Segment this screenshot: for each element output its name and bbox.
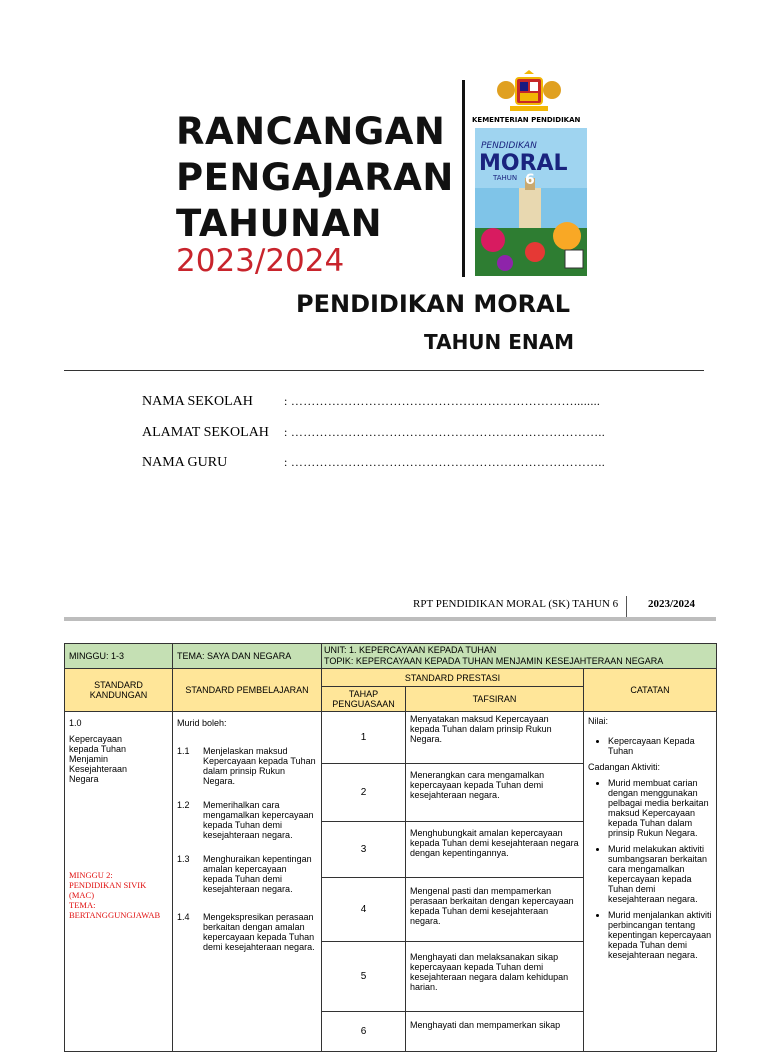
- cover-rule: [64, 370, 704, 371]
- sp-item-number: 1.1: [177, 746, 190, 756]
- info-value: : …………………………………………………………………..: [284, 425, 606, 439]
- info-alamat-sekolah: [142, 425, 605, 441]
- sp-intro: Murid boleh:: [177, 718, 227, 728]
- sp-item: [177, 800, 317, 840]
- catatan-nilai-list: [588, 736, 712, 756]
- cover-year: 2023/2024: [176, 243, 345, 279]
- list-item: • Murid membuat carian dengan menggunakan pelbagai media berkaitan maksud Kepercayaan kepada Tuhan dalam prinsip Rukun Negara.: [608, 778, 712, 838]
- info-value: : …………………………………………………………………..: [284, 455, 606, 469]
- list-item: • Murid melakukan aktiviti sumbangsaran berkaitan cara mengamalkan kepercayaan kepada Tuhan demi kesejahteraan negara.: [608, 844, 712, 904]
- header-tafsiran: TAFSIRAN: [406, 687, 584, 712]
- sp-item-number: 1.2: [177, 800, 190, 810]
- list-item: • Kepercayaan Kepada Tuhan: [608, 736, 712, 756]
- sk-cell: [65, 712, 173, 1052]
- sp-item-number: 1.3: [177, 854, 190, 864]
- unit-label: UNIT: 1. KEPERCAYAAN KEPADA TUHAN: [324, 645, 497, 655]
- cover-title-line-2: PENGAJARAN: [176, 156, 454, 199]
- header-standard-pembelajaran: STANDARD PEMBELAJARAN: [173, 669, 322, 712]
- sk-note-line: MINGGU 2:: [69, 870, 113, 880]
- ministry-label: KEMENTERIAN PENDIDIKAN: [472, 116, 581, 124]
- svg-text:TAHUN: TAHUN: [493, 174, 518, 182]
- catatan-aktiviti-list: [588, 778, 712, 960]
- catatan-nilai-label: Nilai:: [588, 716, 609, 726]
- table-meta-row: [65, 644, 717, 669]
- sk-note-line: PENDIDIKAN SIVIK (MAC): [69, 880, 147, 900]
- catatan-aktiviti-label: Cadangan Aktiviti:: [588, 762, 661, 772]
- cover-title-line-3: TAHUNAN: [176, 202, 383, 245]
- page-header-rule: [64, 617, 716, 621]
- tp-level-6: 6: [322, 1012, 406, 1052]
- tp-level-4: 4: [322, 878, 406, 942]
- sp-cell: [173, 712, 322, 1052]
- sk-note: [69, 870, 168, 920]
- info-label: ALAMAT SEKOLAH: [142, 425, 269, 440]
- rpt-table: [64, 643, 717, 1052]
- textbook-cover-image: [475, 128, 587, 276]
- info-value: : ……………………………………………………………........: [284, 394, 601, 408]
- svg-text:MORAL: MORAL: [479, 151, 568, 176]
- tafsiran-4: Mengenal pasti dan mempamerkan perasaan berkaitan dengan kepercayaan kepada Tuhan demi kesejahteraan negara.: [406, 878, 584, 942]
- sp-item: [177, 746, 317, 786]
- tafsiran-2: Menerangkan cara mengamalkan kepercayaan kepada Tuhan demi kesejahteraan negara.: [406, 764, 584, 822]
- tafsiran-3: Menghubungkait amalan kepercayaan kepada Tuhan demi kesejahteraan negara dengan kepentingannya.: [406, 822, 584, 878]
- header-standard-kandungan: STANDARD KANDUNGAN: [65, 669, 173, 712]
- page-header-title: RPT PENDIDIKAN MORAL (SK) TAHUN 6: [413, 598, 619, 610]
- header-tahap-penguasaan: TAHAP PENGUASAAN: [322, 687, 406, 712]
- cover-title-line-1: RANCANGAN: [176, 110, 446, 153]
- sp-item-text: Memerihalkan cara mengamalkan kepercayaan kepada Tuhan demi kesejahteraan negara.: [203, 800, 314, 840]
- sk-note-line: TEMA:: [69, 900, 96, 910]
- info-nama-guru: [142, 455, 605, 471]
- minggu-cell: MINGGU: 1-3: [65, 644, 173, 669]
- info-label: NAMA SEKOLAH: [142, 394, 253, 409]
- grade-title: TAHUN ENAM: [424, 330, 575, 354]
- sp-item-text: Menjelaskan maksud Kepercayaan kepada Tuhan dalam prinsip Rukun Negara.: [203, 746, 316, 786]
- cover-divider: [462, 80, 465, 277]
- sk-text: Kepercayaan kepada Tuhan Menjamin Kesejahteraan Negara: [69, 734, 128, 784]
- info-nama-sekolah: [142, 394, 600, 410]
- tp-level-2: 2: [322, 764, 406, 822]
- sp-item: [177, 912, 317, 952]
- sk-number: 1.0: [69, 718, 82, 728]
- svg-text:6: 6: [525, 172, 535, 188]
- tafsiran-6: Menghayati dan mempamerkan sikap: [406, 1012, 584, 1052]
- sp-item-text: Mengekspresikan perasaan berkaitan dengan amalan kepercayaan kepada Tuhan demi kesejahteraan negara.: [203, 912, 315, 952]
- list-item: • Murid menjalankan aktiviti perbincangan tentang kepentingan kepercayaan kepada Tuhan demi kesejahteraan negara.: [608, 910, 712, 960]
- sp-item: [177, 854, 317, 894]
- tp-level-3: 3: [322, 822, 406, 878]
- page-header-year: 2023/2024: [648, 598, 696, 610]
- header-catatan: CATATAN: [584, 669, 717, 712]
- tafsiran-5: Menghayati dan melaksanakan sikap kepercayaan kepada Tuhan demi kesejahteraan negara dalam kehidupan harian.: [406, 942, 584, 1012]
- sp-item-number: 1.4: [177, 912, 190, 922]
- tema-cell: TEMA: SAYA DAN NEGARA: [173, 644, 322, 669]
- subject-title: PENDIDIKAN MORAL: [296, 290, 571, 318]
- tp-level-1: 1: [322, 712, 406, 764]
- info-label: NAMA GURU: [142, 455, 228, 470]
- catatan-cell: [584, 712, 717, 1052]
- tafsiran-1: Menyatakan maksud Kepercayaan kepada Tuhan dalam prinsip Rukun Negara.: [406, 712, 584, 764]
- crest-icon: [494, 70, 564, 114]
- sk-note-line: BERTANGGUNGJAWAB: [69, 910, 161, 920]
- svg-text:PENDIDIKAN: PENDIDIKAN: [481, 141, 537, 151]
- unit-topik-cell: [322, 644, 717, 669]
- table-header-row: [65, 669, 717, 687]
- table-row: [65, 712, 717, 764]
- topik-label: TOPIK: KEPERCAYAAN KEPADA TUHAN MENJAMIN KESEJAHTERAAN NEGARA: [324, 656, 664, 666]
- header-standard-prestasi: STANDARD PRESTASI: [322, 669, 584, 687]
- tp-level-5: 5: [322, 942, 406, 1012]
- sp-item-text: Menghuraikan kepentingan amalan kepercayaan kepada Tuhan demi kesejahteraan negara.: [203, 854, 312, 894]
